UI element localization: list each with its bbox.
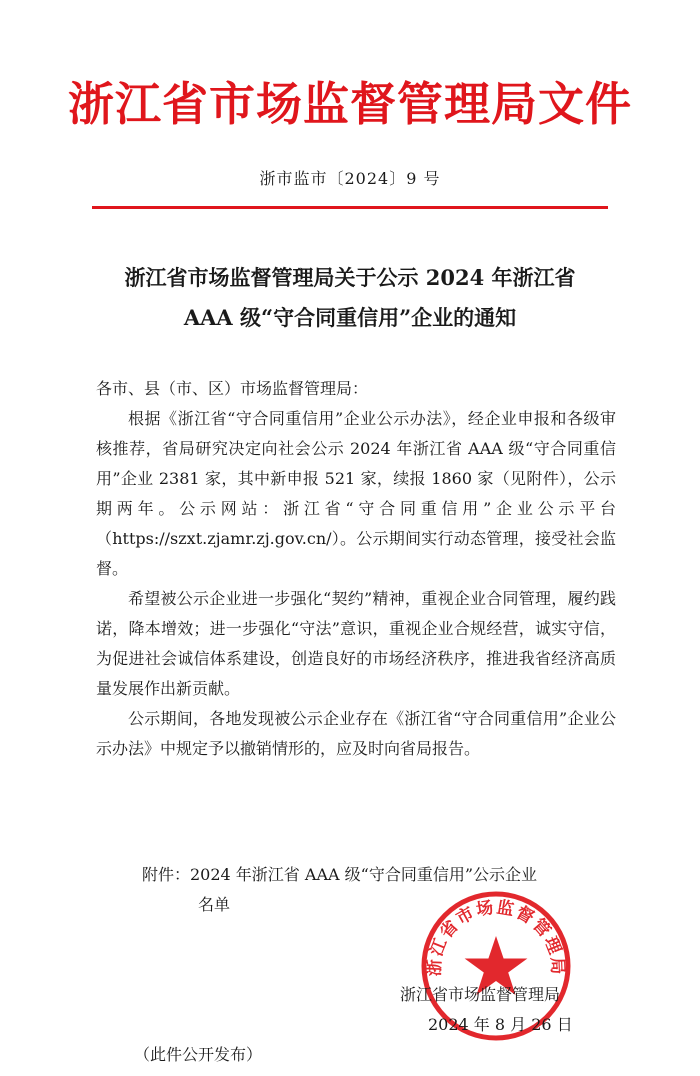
attachment-label: 附件：2024 年浙江省 AAA 级“守合同重信用”公示企业 <box>142 865 538 884</box>
seal-text: 浙江省市场监督管理局 <box>424 897 568 977</box>
notice-title <box>40 258 660 338</box>
signature-date: 2024 年 8 月 26 日 <box>428 1015 573 1034</box>
document-header-title: 浙江省市场监督管理局文件 <box>68 77 632 131</box>
publish-note: （此件公开发布） <box>134 1045 263 1064</box>
attachment-name-continued: 名单 <box>198 895 231 914</box>
signature-block <box>400 980 600 1040</box>
document-number: 浙市监市〔2024〕9 号 <box>259 169 441 188</box>
body-paragraph-1: 根据《浙江省“守合同重信用”企业公示办法》，经企业申报和各级审核推荐，省局研究决定向社会公示 2024 年浙江省 AAA 级“守合同重信用”企业 2381 家，其中新申报 521 家，续报 1860 家（见附件），公示期两年。公示网站：浙江省“守合同重信用”企业公示平台（https://szxt.zjamr.zj.gov.cn/）。公示期间实行动态管理，接受社会监督。 <box>96 409 616 578</box>
salutation: 各市、县（市、区）市场监督管理局： <box>96 379 369 398</box>
notice-title-line-1: 浙江省市场监督管理局关于公示 2024 年浙江省 <box>124 265 576 290</box>
notice-body <box>96 374 616 764</box>
notice-title-line-2: AAA 级“守合同重信用”企业的通知 <box>183 305 517 330</box>
body-paragraph-3: 公示期间，各地发现被公示企业存在《浙江省“守合同重信用”企业公示办法》中规定予以撤销情形的，应及时向省局报告。 <box>96 709 616 758</box>
body-paragraph-2: 希望被公示企业进一步强化“契约”精神，重视企业合同管理，履约践诺，降本增效；进一步强化“守法”意识，重视企业合规经营，诚实守信，为促进社会诚信体系建设，创造良好的市场经济秩序，推进我省经济高质量发展作出新贡献。 <box>96 589 616 698</box>
signature-org: 浙江省市场监督管理局 <box>400 985 561 1004</box>
red-divider-line <box>92 206 608 209</box>
